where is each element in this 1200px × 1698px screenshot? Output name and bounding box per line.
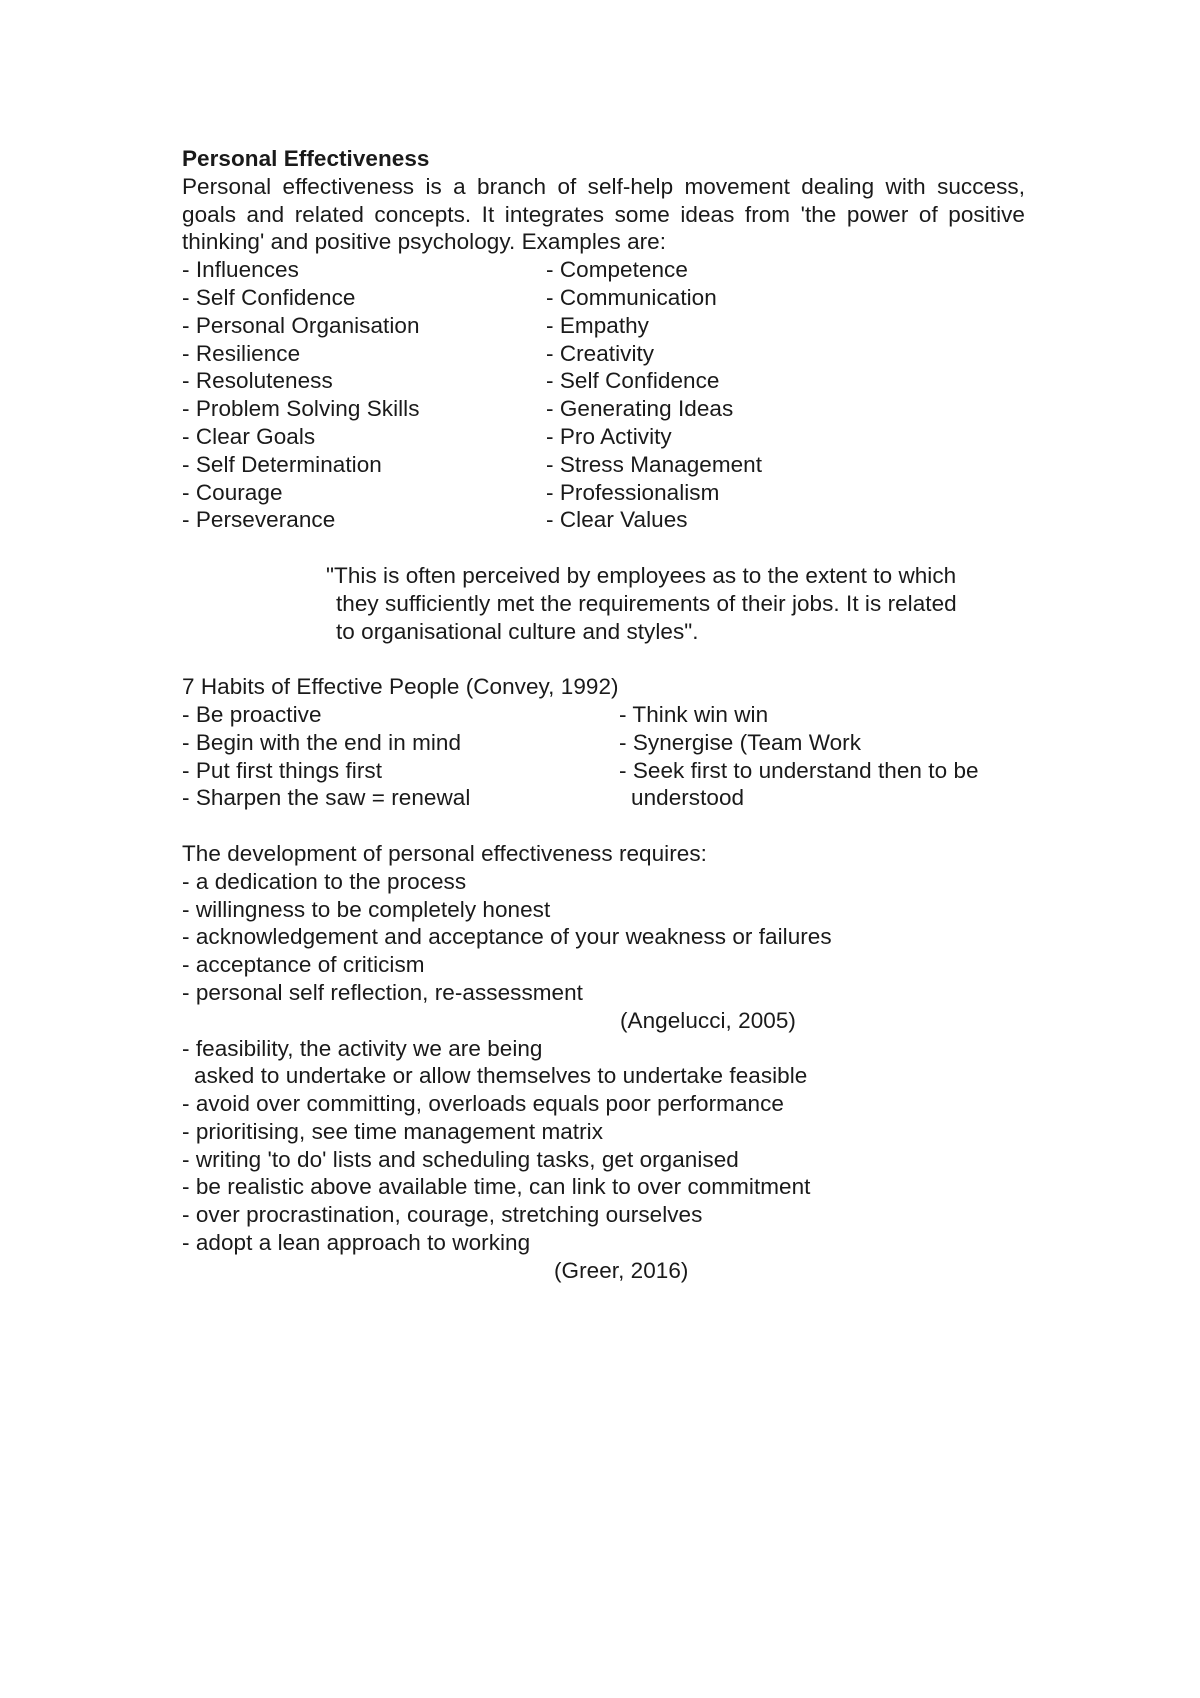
example-item-left: - Self Confidence <box>182 284 356 310</box>
example-item-right: - Competence <box>546 257 688 283</box>
feasibility-continuation: asked to undertake or allow themselves to undertake feasible <box>194 1063 808 1089</box>
quote-line: "This is often perceived by employees as to the extent to which <box>326 562 957 588</box>
examples-row <box>182 256 1025 284</box>
citation-angelucci: (Angelucci, 2005) <box>620 1007 796 1033</box>
habits-heading: 7 Habits of Effective People (Convey, 1992) <box>182 674 619 700</box>
example-item-right: - Communication <box>546 284 717 310</box>
habits-row <box>182 757 1025 785</box>
document-title: Personal Effectiveness <box>182 146 430 171</box>
greer-item: - writing 'to do' lists and scheduling tasks, get organised <box>182 1146 739 1172</box>
development-item: - acknowledgement and acceptance of your weakness or failures <box>182 924 832 950</box>
example-item-left: - Problem Solving Skills <box>182 396 420 422</box>
habit-item-right: - Think win win <box>619 701 769 727</box>
document-page <box>182 145 1025 1285</box>
example-item-left: - Influences <box>182 257 299 283</box>
example-item-right: - Clear Values <box>546 507 688 533</box>
example-item-right: - Creativity <box>546 340 655 366</box>
example-item-right: - Empathy <box>546 312 649 338</box>
examples-row <box>182 340 1025 368</box>
habit-item-left: - Be proactive <box>182 701 322 727</box>
example-item-right: - Generating Ideas <box>546 396 734 422</box>
habit-item-right: - Synergise (Team Work <box>619 729 861 755</box>
greer-item: - over procrastination, courage, stretching ourselves <box>182 1202 703 1228</box>
example-item-left: - Perseverance <box>182 507 336 533</box>
habits-row <box>182 784 1025 812</box>
quote-line: to organisational culture and styles". <box>336 618 699 644</box>
intro-paragraph: Personal effectiveness is a branch of self-help movement dealing with success, goals and related concepts. It integrates some ideas from 'the power of positive thinking' and positive psychology. Examples are: <box>182 173 1025 255</box>
examples-row <box>182 479 1025 507</box>
quote-line: they sufficiently met the requirements of their jobs. It is related <box>336 590 957 616</box>
greer-item: - avoid over committing, overloads equals poor performance <box>182 1091 784 1117</box>
greer-item: - prioritising, see time management matrix <box>182 1118 603 1144</box>
greer-list <box>182 1090 1025 1257</box>
development-item: - willingness to be completely honest <box>182 896 551 922</box>
quote-block <box>326 562 1016 645</box>
greer-item: - be realistic above available time, can link to over commitment <box>182 1174 811 1200</box>
habits-row <box>182 701 1025 729</box>
habit-item-right: understood <box>631 785 745 811</box>
example-item-right: - Pro Activity <box>546 423 672 449</box>
greer-item: - adopt a lean approach to working <box>182 1230 531 1256</box>
development-heading: The development of personal effectiveness requires: <box>182 840 707 866</box>
development-item: - a dedication to the process <box>182 868 467 894</box>
example-item-left: - Self Determination <box>182 451 382 477</box>
habit-item-left: - Put first things first <box>182 757 382 783</box>
citation-greer: (Greer, 2016) <box>554 1257 689 1283</box>
habit-item-left: - Begin with the end in mind <box>182 729 462 755</box>
examples-row <box>182 312 1025 340</box>
examples-row <box>182 506 1025 534</box>
habit-item-left: - Sharpen the saw = renewal <box>182 785 471 811</box>
examples-list <box>182 256 1025 534</box>
development-item: - acceptance of criticism <box>182 952 425 978</box>
habits-list <box>182 701 1025 812</box>
example-item-right: - Professionalism <box>546 479 720 505</box>
example-item-left: - Courage <box>182 479 283 505</box>
example-item-right: - Stress Management <box>546 451 763 477</box>
example-item-left: - Resilience <box>182 340 301 366</box>
examples-row <box>182 423 1025 451</box>
spacer <box>182 645 1025 673</box>
example-item-left: - Personal Organisation <box>182 312 420 338</box>
examples-row <box>182 451 1025 479</box>
example-item-left: - Resoluteness <box>182 368 333 394</box>
development-item: - personal self reflection, re-assessment <box>182 979 583 1005</box>
feasibility-item: - feasibility, the activity we are being <box>182 1035 543 1061</box>
example-item-right: - Self Confidence <box>546 368 720 394</box>
development-list <box>182 868 1025 1007</box>
examples-row <box>182 367 1025 395</box>
spacer <box>182 812 1025 840</box>
habits-row <box>182 729 1025 757</box>
example-item-left: - Clear Goals <box>182 423 316 449</box>
examples-row <box>182 395 1025 423</box>
spacer <box>182 534 1025 562</box>
habit-item-right: - Seek first to understand then to be <box>619 757 979 783</box>
examples-row <box>182 284 1025 312</box>
